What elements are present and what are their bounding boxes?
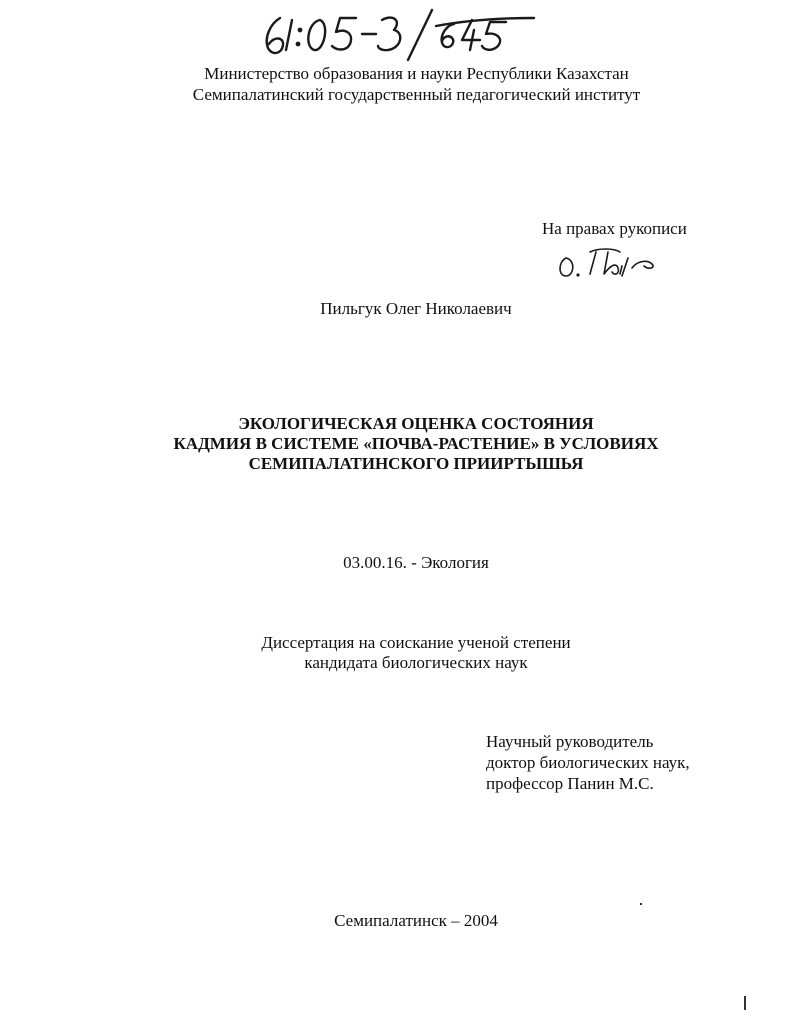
scan-speck <box>640 903 642 905</box>
dissertation-purpose-line-2: кандидата биологических наук <box>304 653 528 672</box>
institute-name: Семипалатинский государственный педагогический институт <box>192 85 641 104</box>
supervisor-degree: доктор биологических наук, <box>486 753 690 772</box>
supervisor-role: Научный руководитель <box>486 732 654 751</box>
supervisor-name: профессор Панин М.С. <box>486 774 654 793</box>
author-name: Пильгук Олег Николаевич <box>320 299 512 318</box>
thesis-title-line-2: КАДМИЯ В СИСТЕМЕ «ПОЧВА-РАСТЕНИЕ» В УСЛОВИЯХ <box>173 434 659 453</box>
city-and-year: Семипалатинск – 2004 <box>334 911 498 930</box>
manuscript-rights-note: На правах рукописи <box>542 219 687 238</box>
thesis-title-line-3: СЕМИПАЛАТИНСКОГО ПРИИРТЫШЬЯ <box>248 454 584 473</box>
dissertation-purpose-line-1: Диссертация на соискание ученой степени <box>261 633 571 652</box>
thesis-title-line-1: ЭКОЛОГИЧЕСКАЯ ОЦЕНКА СОСТОЯНИЯ <box>238 414 594 433</box>
handwritten-catalog-number <box>258 6 538 64</box>
specialty-code: 03.00.16. - Экология <box>343 553 489 572</box>
handwritten-signature <box>556 244 660 282</box>
scan-speck <box>744 996 746 1010</box>
ministry-name: Министерство образования и науки Республики Казахстан <box>204 64 629 83</box>
